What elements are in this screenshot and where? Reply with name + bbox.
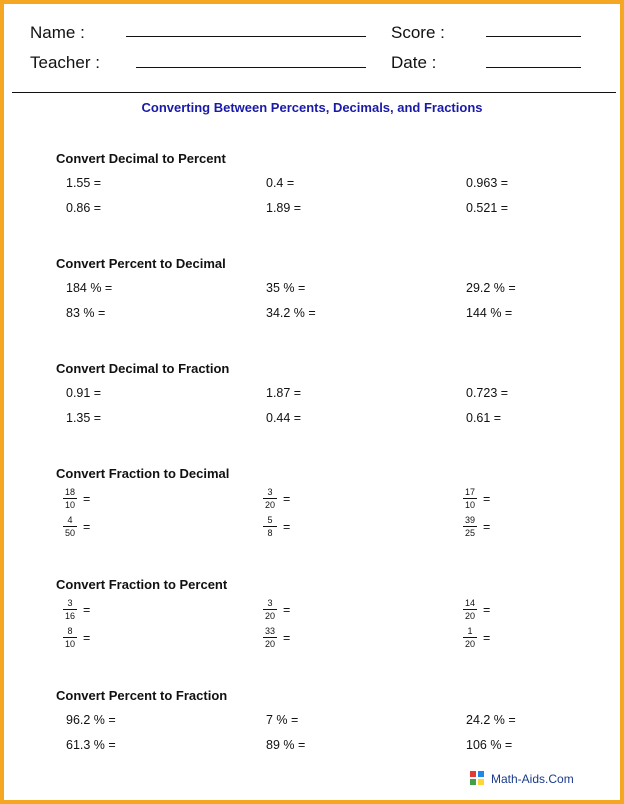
equals-sign: =	[83, 602, 91, 617]
math-aids-logo-icon	[470, 771, 485, 786]
logo-text: Math-Aids.Com	[491, 771, 574, 786]
equals-sign: =	[483, 602, 491, 617]
fraction-bar	[63, 526, 77, 527]
fraction-bar	[263, 526, 277, 527]
problem: 1.87 =	[266, 386, 302, 400]
fraction-bar	[63, 637, 77, 638]
logo-square-blue	[478, 771, 484, 777]
fraction	[263, 515, 277, 538]
fraction	[63, 487, 77, 510]
equals-sign: =	[283, 491, 291, 506]
numerator: 3	[67, 598, 73, 608]
fraction-bar	[463, 609, 477, 610]
fraction	[463, 515, 477, 538]
problem: 89 % =	[266, 738, 306, 752]
fraction-problem	[463, 598, 490, 621]
math-aids-logo[interactable]	[470, 771, 574, 786]
fraction-problem	[63, 515, 90, 538]
denominator: 20	[464, 639, 475, 649]
problem: 0.44 =	[266, 411, 302, 425]
problem: 0.963 =	[466, 176, 509, 190]
fraction-bar	[463, 498, 477, 499]
numerator: 4	[67, 515, 73, 525]
fraction-problem	[463, 626, 490, 649]
problem: 0.61 =	[466, 411, 502, 425]
problem: 0.521 =	[466, 201, 509, 215]
equals-sign: =	[83, 519, 91, 534]
fraction-problem	[463, 515, 490, 538]
fraction	[463, 626, 477, 649]
equals-sign: =	[83, 491, 91, 506]
equals-sign: =	[483, 491, 491, 506]
logo-square-red	[470, 771, 476, 777]
numerator: 14	[464, 598, 475, 608]
numerator: 39	[464, 515, 475, 525]
denominator: 8	[267, 528, 273, 538]
denominator: 20	[264, 639, 275, 649]
teacher-label: Teacher :	[30, 53, 100, 72]
problem: 7 % =	[266, 713, 299, 727]
fraction	[63, 515, 77, 538]
fraction	[263, 626, 277, 649]
numerator: 3	[267, 598, 273, 608]
fraction-bar	[263, 498, 277, 499]
logo-square-green	[470, 779, 476, 785]
denominator: 20	[464, 611, 475, 621]
denominator: 50	[64, 528, 75, 538]
score-label: Score :	[391, 23, 445, 42]
problem: 83 % =	[66, 306, 106, 320]
section-heading-percent-to-fraction: Convert Percent to Fraction	[56, 688, 228, 703]
problem: 0.86 =	[66, 201, 102, 215]
problem: 0.723 =	[466, 386, 509, 400]
fraction	[63, 598, 77, 621]
fraction	[263, 487, 277, 510]
problem: 0.4 =	[266, 176, 295, 190]
problem: 144 % =	[466, 306, 513, 320]
section-heading-fraction-to-percent: Convert Fraction to Percent	[56, 577, 228, 592]
problem: 184 % =	[66, 281, 113, 295]
problem: 1.55 =	[66, 176, 102, 190]
fraction-problem	[63, 626, 90, 649]
fraction-problem	[63, 487, 90, 510]
fraction-bar	[463, 637, 477, 638]
fraction	[63, 626, 77, 649]
problem: 0.91 =	[66, 386, 102, 400]
problem: 24.2 % =	[466, 713, 516, 727]
fraction	[463, 598, 477, 621]
problem: 1.35 =	[66, 411, 102, 425]
fraction-problem	[263, 626, 290, 649]
section-heading-fraction-to-decimal: Convert Fraction to Decimal	[56, 466, 230, 481]
denominator: 10	[64, 500, 75, 510]
numerator: 17	[464, 487, 475, 497]
problem: 96.2 % =	[66, 713, 116, 727]
denominator: 10	[464, 500, 475, 510]
problem: 106 % =	[466, 738, 513, 752]
name-label: Name :	[30, 23, 85, 42]
fraction-bar	[463, 526, 477, 527]
denominator: 20	[264, 611, 275, 621]
score-field-line[interactable]	[486, 36, 581, 37]
header-divider	[12, 92, 616, 93]
numerator: 3	[267, 487, 273, 497]
problem: 1.89 =	[266, 201, 302, 215]
date-label: Date :	[391, 53, 437, 72]
fraction-bar	[263, 609, 277, 610]
fraction-bar	[63, 609, 77, 610]
date-field-line[interactable]	[486, 67, 581, 68]
denominator: 25	[464, 528, 475, 538]
numerator: 33	[264, 626, 275, 636]
problem: 61.3 % =	[66, 738, 116, 752]
equals-sign: =	[283, 602, 291, 617]
numerator: 5	[267, 515, 273, 525]
logo-square-yellow	[478, 779, 484, 785]
fraction-bar	[63, 498, 77, 499]
equals-sign: =	[483, 630, 491, 645]
teacher-field-line[interactable]	[136, 67, 366, 68]
fraction-problem	[63, 598, 90, 621]
name-field-line[interactable]	[126, 36, 366, 37]
fraction-problem	[263, 487, 290, 510]
denominator: 16	[64, 611, 75, 621]
section-heading-percent-to-decimal: Convert Percent to Decimal	[56, 256, 226, 271]
problem: 35 % =	[266, 281, 306, 295]
fraction-problem	[463, 487, 490, 510]
fraction	[463, 487, 477, 510]
equals-sign: =	[283, 630, 291, 645]
denominator: 20	[264, 500, 275, 510]
problem: 34.2 % =	[266, 306, 316, 320]
worksheet-title: Converting Between Percents, Decimals, and Fractions	[141, 100, 483, 115]
numerator: 18	[64, 487, 75, 497]
fraction-problem	[263, 598, 290, 621]
denominator: 10	[64, 639, 75, 649]
fraction-bar	[263, 637, 277, 638]
numerator: 8	[67, 626, 73, 636]
numerator: 1	[467, 626, 473, 636]
equals-sign: =	[483, 519, 491, 534]
equals-sign: =	[283, 519, 291, 534]
section-heading-decimal-to-fraction: Convert Decimal to Fraction	[56, 361, 230, 376]
fraction-problem	[263, 515, 290, 538]
equals-sign: =	[83, 630, 91, 645]
fraction	[263, 598, 277, 621]
problem: 29.2 % =	[466, 281, 516, 295]
section-heading-decimal-to-percent: Convert Decimal to Percent	[56, 151, 226, 166]
